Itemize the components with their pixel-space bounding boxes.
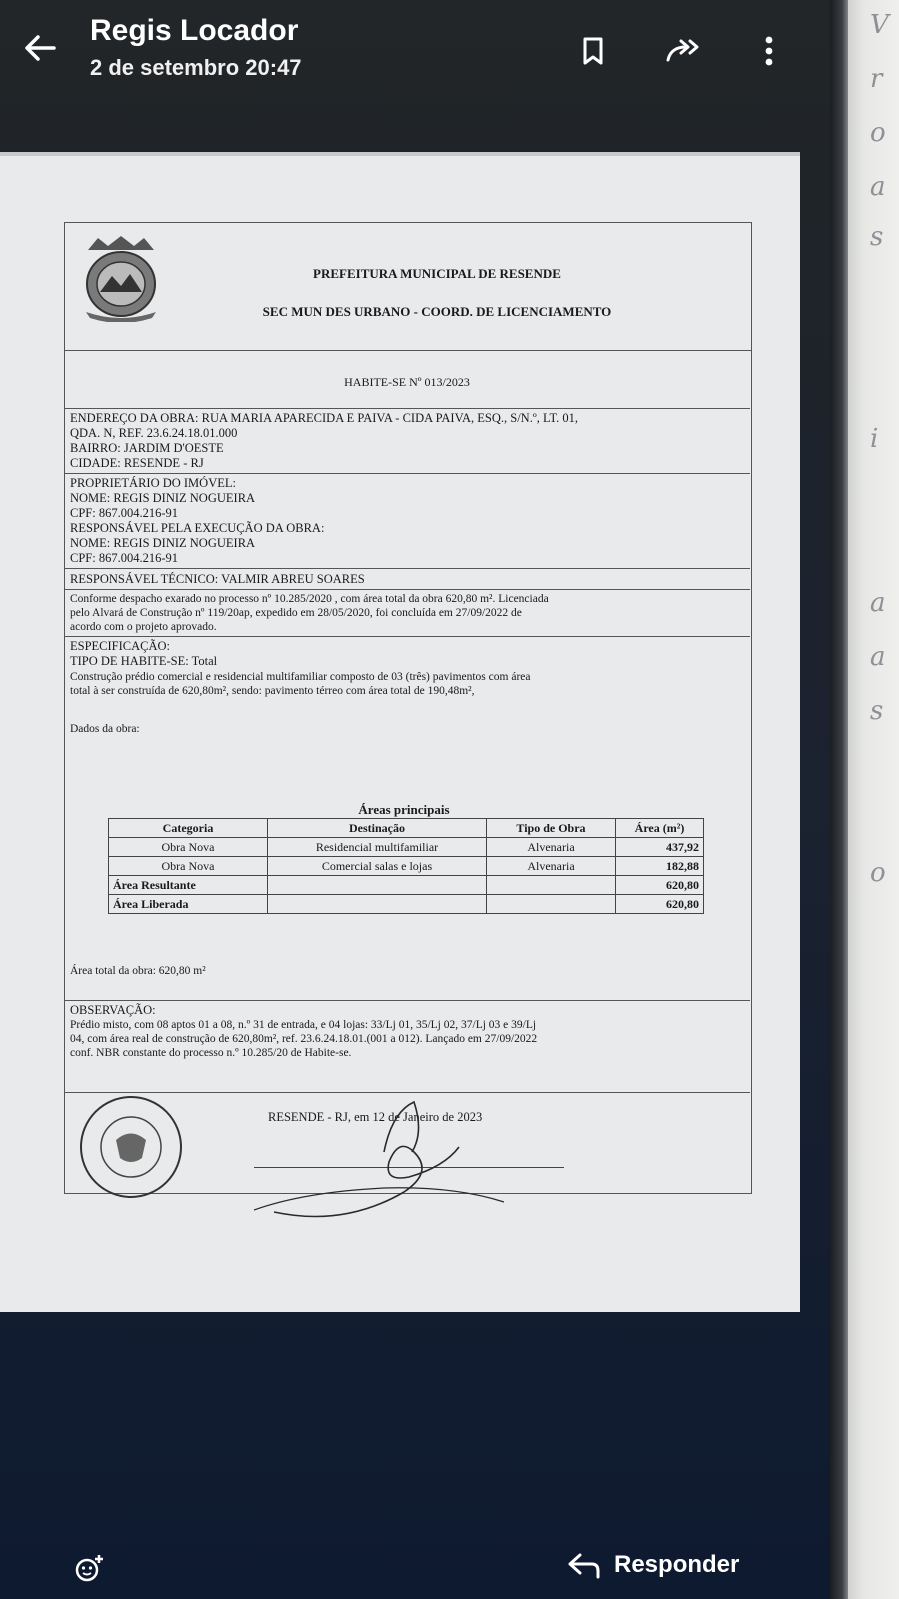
dispatch-line-1: Conforme despacho exarado no processo nº 10.285/2020 , com área total da obra 620,80 m². Licenciada [70,593,549,605]
table-cell: Residencial multifamiliar [268,838,487,857]
owner-heading: PROPRIETÁRIO DO IMÓVEL: [70,476,236,490]
habite-se-document [64,222,750,1192]
divider [64,473,750,474]
background-glyph: i [870,424,879,454]
add-reaction-icon[interactable] [74,1553,104,1583]
app-bar [0,0,830,120]
divider [64,568,750,569]
observation-heading: OBSERVAÇÃO: [70,1003,156,1017]
neighborhood: BAIRRO: JARDIM D'OESTE [70,441,224,455]
table-cell [268,895,487,914]
signature-icon [214,1092,524,1232]
org-name: PREFEITURA MUNICIPAL DE RESENDE [313,266,561,281]
date-line: RESENDE - RJ, em 12 de Janeiro de 2023 [268,1110,483,1124]
observation-line-2: 04, com área real de construção de 620,80m², ref. 23.6.24.18.01.(001 a 012). Lançado em 27/09/2022 [70,1033,538,1045]
bottom-bar [0,1545,830,1599]
background-glyph: V [870,10,889,40]
col-header: Tipo de Obra [487,819,616,838]
work-data-label: Dados da obra: [70,723,140,735]
table-cell: Área Resultante [109,876,268,895]
areas-table [108,818,704,914]
department-name: SEC MUN DES URBANO - COORD. DE LICENCIAMENTO [262,304,612,319]
owner-cpf: CPF: 867.004.216-91 [70,506,179,520]
divider [64,408,750,409]
table-cell: Obra Nova [109,857,268,876]
reply-label: Responder [614,1551,740,1578]
background-glyph: a [870,642,886,672]
table-cell: 620,80 [616,876,704,895]
table-row [109,876,704,895]
table-cell: Alvenaria [487,838,616,857]
background-glyph: o [870,118,886,148]
habite-type: TIPO DE HABITE-SE: Total [70,654,218,668]
divider [64,1000,750,1001]
table-cell: 182,88 [616,857,704,876]
spec-heading: ESPECIFICAÇÃO: [70,639,171,653]
executor-heading: RESPONSÁVEL PELA EXECUÇÃO DA OBRA: [70,521,325,535]
table-cell: 437,92 [616,838,704,857]
table-cell: Alvenaria [487,857,616,876]
more-vert-icon[interactable] [752,34,786,68]
observation-line-1: Prédio misto, com 08 aptos 01 a 08, n.º 31 de entrada, e 04 lojas: 33/Lj 01, 35/Lj 02, 37/Lj 03 e 39/Lj [70,1019,537,1031]
background-paper [848,0,899,1599]
phone-bezel [830,0,850,1599]
table-cell [268,876,487,895]
background-glyph: r [870,64,883,94]
total-area: Área total da obra: 620,80 m² [70,965,206,977]
back-arrow-icon[interactable] [20,28,60,68]
chat-title: Regis Locador [90,14,299,47]
dispatch-line-3: acordo com o projeto aprovado. [70,621,217,633]
table-header-row [109,819,704,838]
address-line-2: QDA. N, REF. 23.6.24.18.01.000 [70,426,238,440]
header-frame [64,222,752,351]
forward-icon[interactable] [664,34,704,68]
background-glyph: s [870,222,884,252]
executor-cpf: CPF: 867.004.216-91 [70,551,179,565]
observation-line-3: conf. NBR constante do processo n.º 10.285/20 de Habite-se. [70,1047,352,1059]
col-header: Categoria [109,819,268,838]
table-cell: Área Liberada [109,895,268,914]
divider [64,589,750,590]
technical-responsible: RESPONSÁVEL TÉCNICO: VALMIR ABREU SOARES [70,572,365,586]
table-cell [487,895,616,914]
bookmark-icon[interactable] [576,34,610,68]
table-cell: Obra Nova [109,838,268,857]
spec-desc-2: total à ser construída de 620,80m², sendo: pavimento térreo com área total de 190,48m², [70,685,475,697]
divider [64,636,750,637]
background-glyph: s [870,696,884,726]
table-row [109,838,704,857]
owner-name: NOME: REGIS DINIZ NOGUEIRA [70,491,256,505]
col-header: Destinação [268,819,487,838]
background-glyph: a [870,588,886,618]
table-row [109,857,704,876]
spec-desc-1: Construção prédio comercial e residencial multifamiliar composto de 03 (três) pavimentos com área [70,671,531,683]
address-line-1: ENDEREÇO DA OBRA: RUA MARIA APARECIDA E PAIVA - CIDA PAIVA, ESQ., S/N.º, LT. 01, [70,411,579,425]
document-title: HABITE-SE Nº 013/2023 [344,375,470,389]
background-glyph: a [870,172,886,202]
municipal-seal-icon [76,1092,186,1202]
dispatch-line-2: pelo Alvará de Construção nº 119/20ap, expedido em 28/05/2020, foi concluída em 27/09/2022 de [70,607,522,619]
col-header: Área (m²) [616,819,704,838]
table-cell: Comercial salas e lojas [268,857,487,876]
areas-table-title: Áreas principais [358,802,450,817]
reply-icon [566,1551,602,1579]
reply-button[interactable] [566,1551,739,1579]
executor-name: NOME: REGIS DINIZ NOGUEIRA [70,536,256,550]
table-cell [487,876,616,895]
background-glyph: o [870,858,886,888]
city: CIDADE: RESENDE - RJ [70,456,204,470]
message-timestamp: 2 de setembro 20:47 [90,55,302,80]
table-row [109,895,704,914]
table-cell: 620,80 [616,895,704,914]
